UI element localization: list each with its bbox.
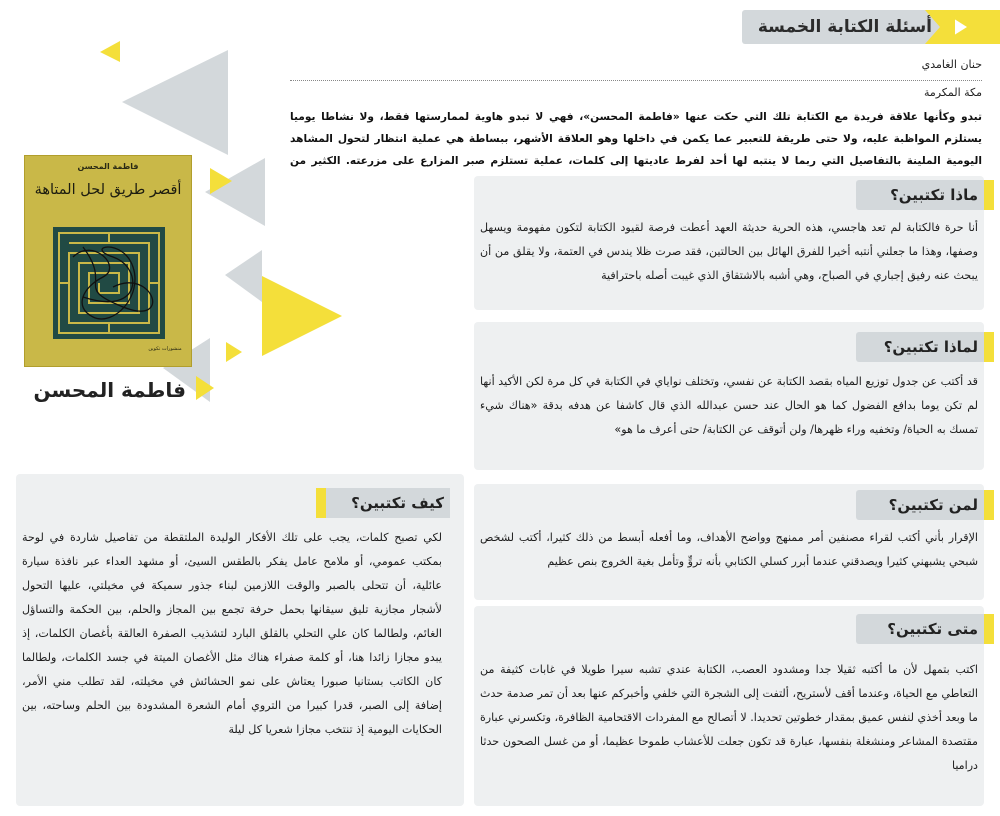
byline-author: حنان الغامدي [921, 58, 982, 71]
cover-author: فاطمة المحسن [77, 162, 139, 171]
grey-triangle-icon [205, 158, 265, 226]
section-tab [984, 614, 994, 644]
yellow-triangle-icon [226, 342, 242, 362]
yellow-triangle-icon [100, 41, 120, 62]
divider [290, 80, 982, 81]
page-title: أسئلة الكتابة الخمسة [757, 17, 932, 37]
section-when-body: اكتب بتمهل لأن ما أكتبه ثقيلا جدا ومشدود العصب، الكتابة عندي تشبه سيرا طويلا في غابات كثيفة من التعاطي مع الحياة، وعندما أقف لأستريح، ألتفت إلى الشجرة التي خلفي وأخبركم عنها بعد أن تمر صدمة حدث ما وبعد أخذي لنفس عميق بمقدار خطوتين تحديدا. لا أتصالح مع المفردات الاقتحامية الظافرة، وتكسرني عبارة مقتصدة المشاعر ومنشغلة بنفسها، عبارة قد تكون جعلت للأعشاب طموحا عظيما، أو من غسل الصحون حدثا دراميا [480, 663, 978, 772]
section-whom-body: الإقرار بأني أكتب لقراء مصنفين أمر ممنهج وواضح الأهداف، وما أفعله أبسط من ذلك كثيرا، أكتب لشخص شبحي يشبهني كثيرا ويصدقني عندما أبرر كسلي الكتابي بأنه تروٍّ وتأمل بغية الخروج بنص عظيم [480, 531, 978, 568]
section-tab [316, 488, 326, 518]
section-whom-title: لمن تكتبين؟ [888, 496, 978, 514]
section-tab [984, 332, 994, 362]
yellow-triangle-icon [262, 276, 342, 356]
author-name: فاطمة المحسن [33, 378, 186, 402]
section-tab [984, 180, 994, 210]
book-cover [24, 155, 192, 367]
grey-triangle-icon [122, 50, 228, 155]
section-how-title: كيف تكتبين؟ [351, 494, 444, 512]
section-what-body: أنا حرة فالكتابة لم تعد هاجسي، هذه الحرية حديثة العهد أعطت فرصة لقيود الكتابة لتكون مفهومة ويسهل وصفها، وهذا ما جعلني أنتبه أخيرا للفرق الهائل بين الحالتين، فقد صرت ظلا يندس في العتمة، ولا يقلق من أن يبحث عنه رفيق إجباري في الصباح، وهي أشبه بالاشتقاق الذي غيبت أصله باحترافية [480, 221, 978, 282]
section-how-body: لكي تصبح كلمات، يجب على تلك الأفكار الوليدة الملتقطة من تفاصيل شاردة في لوحة بمكتب عمومي، أو ملامح عامل يفكر بالطقس السيئ، أو مشهد العداء عبر نافذة سيارة عائلية، أن تتحلى بالصبر والوقت اللازمين لبناء جذور سميكة في مخيلتي، عليها التحول لأشجار مجازية تليق سيقانها بحمل حرفة تجمع بين المجاز والحلم، بين الحكمة والتساؤل الغائم، ولطالما كان علي التحلي بالقلق البارد لتشذيب الصفرة العالقة بأغصان الكلمات، إذ يبدو مجازا زائدا هنا، أو كلمة صفراء هناك مثل الأغصان الميتة في جسد الكلمات، ولطالما كان الكاتب بستانيا صبورا يعتاش على نمو الحشائش في مخيلته، لقد تطلب مني الأمر، إضافة إلى الصبر، قدرا كبيرا من التروي أمام الشعرة المشدودة بين الحلم وساحته، بين الحكايات اليومية إذ تنتخب مجازا شعريا كل ليلة [22, 531, 442, 736]
section-what-title: ماذا تكتبين؟ [890, 186, 978, 204]
section-why-title: لماذا تكتبين؟ [883, 338, 978, 356]
section-tab [984, 490, 994, 520]
intro-paragraph: تبدو وكأنها علاقة فريدة مع الكتابة تلك التي حكت عنها «فاطمة المحسن»، فهي لا تبدو هاوية لممارستها فقط، ولا نشاطا يوميا يستلزم المواظبة عليه، ولا حتى طريقة للتعبير عما يكمن في داخلها وهو العلاقة الأشهر، ببساطة هي عملية انتظار لتحول المشاهد اليومية الملينة بالتفاصيل التي ربما لا ينتبه لها أحد لفرط عاديتها إلى كلمات، عملية تستلزم صبر المزارع على مزرعته. الكثير من [290, 111, 982, 167]
publisher-logo: منشورات تكوين [148, 346, 182, 352]
maze-icon [53, 227, 165, 339]
byline-city: مكة المكرمة [923, 86, 982, 99]
section-why-body: قد أكتب عن جدول توزيع المياه بقصد الكتابة عن نفسي، وتختلف نواياي في الكتابة في كل مرة لكن الأكيد أنها لم تكن يوما بدافع الفضول كما هو الحال عند حسن عبدالله الذي قال كاشفا عن هدفه بدقة «هناك شيء تمسك به الحياة/ وتخفيه وراء ظهرها/ ولن أتوقف عن الكتابة/ حتى أعرف ما هو» [480, 375, 978, 436]
section-when-title: متى تكتبين؟ [887, 620, 978, 638]
maze-illustration [53, 227, 165, 339]
cover-title: أقصر طريق لحل المتاهة [34, 182, 182, 198]
grey-triangle-icon [225, 250, 262, 302]
